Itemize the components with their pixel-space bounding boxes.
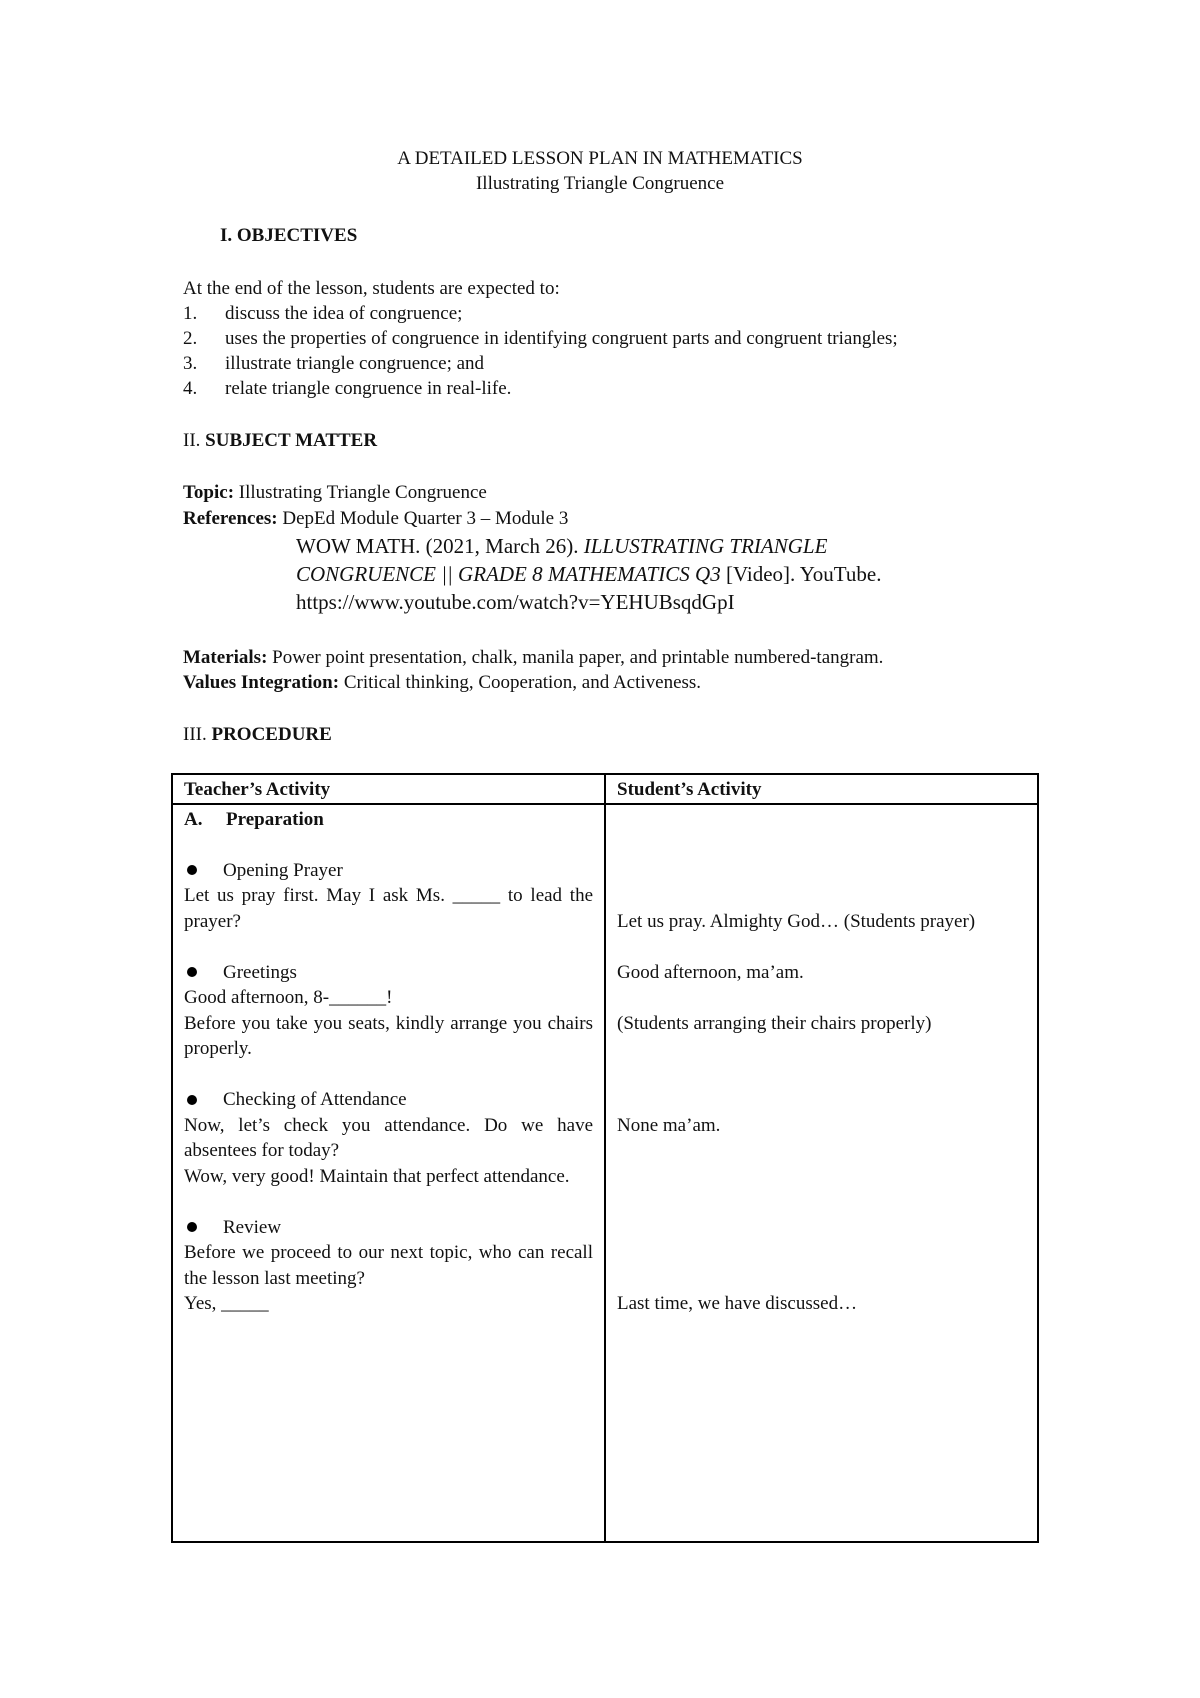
- citation-title-part: ILLUSTRATING TRIANGLE: [583, 534, 828, 558]
- teacher-text: Now, let’s check you attendance. Do we have absentees for today?: [184, 1114, 593, 1161]
- objective-text: uses the properties of congruence in identifying congruent parts and congruent triangles;: [225, 328, 898, 349]
- student-text: (Students arranging their chairs properly): [617, 1012, 932, 1034]
- citation-line-1: [296, 532, 827, 560]
- section-number: II.: [183, 430, 201, 451]
- references-line: [183, 507, 568, 531]
- objectives-intro: At the end of the lesson, students are expected to:: [183, 278, 560, 299]
- student-text: Good afternoon, ma’am.: [617, 961, 804, 983]
- citation-prefix: WOW MATH. (2021, March 26).: [296, 534, 584, 558]
- bullet-item: [184, 1087, 593, 1113]
- teacher-text: Let us pray first. May I ask Ms. _____ to lead the prayer?: [184, 885, 593, 932]
- objective-text: discuss the idea of congruence;: [225, 303, 463, 324]
- bullet-label: Greetings: [223, 961, 297, 983]
- objective-number: 2.: [183, 328, 198, 349]
- objective-item: [183, 302, 462, 326]
- section-title: Preparation: [226, 808, 324, 830]
- objectives-heading: I. OBJECTIVES: [220, 225, 358, 246]
- objective-number: 1.: [183, 303, 198, 324]
- objective-item: [183, 327, 898, 351]
- objective-number: 4.: [183, 378, 198, 399]
- student-column-header: Student’s Activity: [605, 774, 1038, 804]
- bullet-item: [184, 1215, 593, 1241]
- teacher-text: Wow, very good! Maintain that perfect attendance.: [184, 1165, 570, 1187]
- teacher-text: Before you take you seats, kindly arrange you chairs properly.: [184, 1012, 593, 1059]
- objective-text: relate triangle congruence in real-life.: [225, 378, 512, 399]
- topic-line: [183, 481, 487, 505]
- references-label: References:: [183, 508, 278, 529]
- table-row: [172, 804, 1038, 1543]
- teacher-text: Yes, _____: [184, 1293, 269, 1314]
- objective-item: [183, 377, 511, 401]
- bullet-icon: [187, 865, 197, 875]
- citation-line-2: [296, 560, 881, 588]
- citation-url[interactable]: https://www.youtube.com/watch?v=YEHUBsqdGpI: [296, 590, 735, 614]
- teacher-text: Before we proceed to our next topic, who can recall the lesson last meeting?: [184, 1242, 593, 1289]
- subject-matter-heading: [183, 429, 377, 453]
- student-text: Let us pray. Almighty God… (Students prayer): [617, 910, 976, 932]
- teacher-activity-cell: [172, 804, 605, 1543]
- objective-item: [183, 352, 484, 376]
- document-title: A DETAILED LESSON PLAN IN MATHEMATICS: [397, 148, 803, 169]
- values-line: [183, 671, 701, 695]
- citation-title-part: CONGRUENCE || GRADE 8 MATHEMATICS Q3: [296, 562, 721, 586]
- student-text: None ma’am.: [617, 1114, 721, 1136]
- student-activity-cell: [605, 804, 1038, 1543]
- section-letter: A.: [184, 808, 203, 830]
- section-number: III.: [183, 724, 207, 745]
- topic-value: Illustrating Triangle Congruence: [238, 482, 487, 503]
- bullet-label: Review: [223, 1216, 282, 1238]
- bullet-label: Checking of Attendance: [223, 1089, 407, 1110]
- objective-text: illustrate triangle congruence; and: [225, 353, 485, 374]
- bullet-icon: [187, 1095, 197, 1105]
- references-value: DepEd Module Quarter 3 – Module 3: [282, 508, 569, 529]
- teacher-column-header: Teacher’s Activity: [172, 774, 605, 804]
- document-subtitle: Illustrating Triangle Congruence: [475, 173, 725, 194]
- section-heading: [184, 807, 593, 833]
- student-text: Last time, we have discussed…: [617, 1293, 858, 1314]
- materials-value: Power point presentation, chalk, manila paper, and printable numbered-tangram.: [272, 647, 884, 668]
- teacher-text: Good afternoon, 8-______!: [184, 987, 393, 1008]
- objective-number: 3.: [183, 353, 198, 374]
- section-title: SUBJECT MATTER: [205, 430, 378, 451]
- procedure-table: [171, 773, 1039, 1543]
- procedure-heading: [183, 723, 332, 747]
- topic-label: Topic:: [183, 482, 235, 503]
- values-value: Critical thinking, Cooperation, and Activeness.: [343, 672, 702, 693]
- citation-suffix: [Video]. YouTube.: [720, 562, 882, 586]
- materials-line: [183, 646, 883, 670]
- bullet-item: [184, 960, 593, 986]
- bullet-label: Opening Prayer: [223, 859, 343, 881]
- bullet-icon: [187, 967, 197, 977]
- bullet-item: [184, 858, 593, 884]
- section-title: PROCEDURE: [211, 724, 332, 745]
- values-label: Values Integration:: [183, 672, 340, 693]
- bullet-icon: [187, 1222, 197, 1232]
- table-header-row: [172, 774, 1038, 804]
- materials-label: Materials:: [183, 647, 268, 668]
